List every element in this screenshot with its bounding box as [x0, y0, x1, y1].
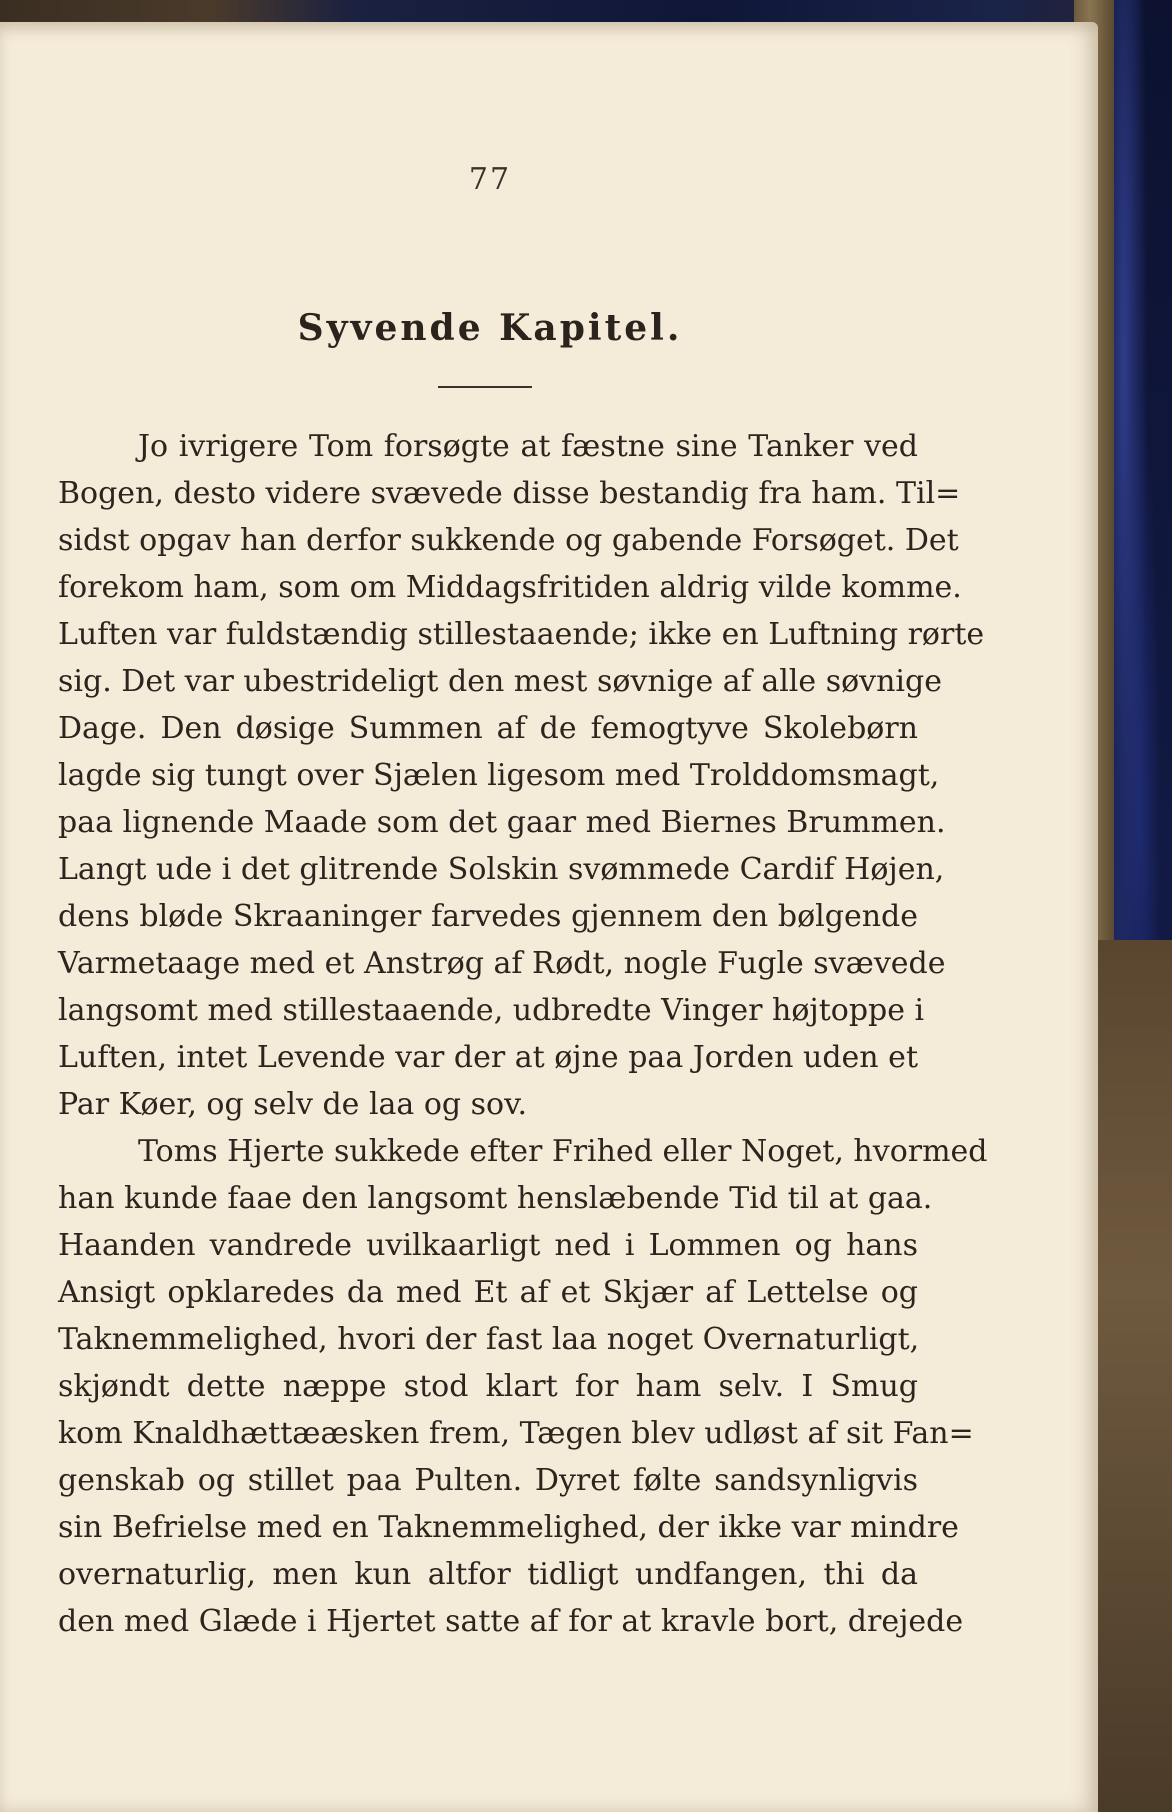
text-line: dens bløde Skraaninger farvedes gjennem den bølgende	[58, 899, 918, 934]
text-line: forekom ham, som om Middagsfritiden aldrig vilde komme.	[58, 570, 962, 605]
text-line: han kunde faae den langsomt henslæbende Tid til at gaa.	[58, 1181, 933, 1216]
text-line: genskab og stillet paa Pulten. Dyret følte sandsynligvis	[58, 1463, 918, 1498]
text-line: Dage. Den døsige Summen af de femogtyve Skolebørn	[58, 711, 918, 746]
text-line: sin Befrielse med en Taknemmelighed, der ikke var mindre	[58, 1510, 959, 1545]
text-line: overnaturlig, men kun altfor tidligt undfangen, thi da	[58, 1557, 918, 1592]
text-line: den med Glæde i Hjertet satte af for at kravle bort, drejede	[58, 1604, 964, 1639]
text-line: Jo ivrigere Tom forsøgte at fæstne sine Tanker ved	[138, 429, 918, 464]
book-page	[0, 22, 1098, 1812]
page-number: 77	[468, 162, 512, 197]
text-line: langsomt med stillestaaende, udbredte Vinger højtoppe i	[58, 993, 925, 1028]
text-line: lagde sig tungt over Sjælen ligesom med Trolddomsmagt,	[58, 758, 940, 793]
text-line: Luften, intet Levende var der at øjne paa Jorden uden et	[58, 1040, 918, 1075]
title-rule	[438, 386, 532, 388]
text-line: Varmetaage med et Anstrøg af Rødt, nogle Fugle svævede	[58, 946, 946, 981]
text-line: Toms Hjerte sukkede efter Frihed eller Noget, hvormed	[138, 1134, 988, 1169]
text-line: Par Køer, og selv de laa og sov.	[58, 1087, 528, 1122]
text-line: Langt ude i det glitrende Solskin svømmede Cardif Højen,	[58, 852, 945, 887]
text-line: Taknemmelighed, hvori der fast laa noget Overnaturligt,	[58, 1322, 920, 1357]
text-line: Luften var fuldstændig stillestaaende; ikke en Luftning rørte	[58, 617, 985, 652]
text-line: sidst opgav han derfor sukkende og gabende Forsøget. Det	[58, 523, 959, 558]
book-cover-lower	[1092, 940, 1172, 1812]
text-line: skjøndt dette næppe stod klart for ham selv. I Smug	[58, 1369, 918, 1404]
text-line: kom Knaldhættææsken frem, Tægen blev udløst af sit Fan=	[58, 1416, 974, 1451]
text-line: sig. Det var ubestrideligt den mest søvnige af alle søvnige	[58, 664, 942, 699]
text-line: Haanden vandrede uvilkaarligt ned i Lommen og hans	[58, 1228, 918, 1263]
text-line: paa lignende Maade som det gaar med Biernes Brummen.	[58, 805, 946, 840]
text-line: Ansigt opklaredes da med Et af et Skjær af Lettelse og	[58, 1275, 918, 1310]
text-line: Bogen, desto videre svævede disse bestandig fra ham. Til=	[58, 476, 961, 511]
chapter-title: Syvende Kapitel.	[297, 307, 683, 349]
